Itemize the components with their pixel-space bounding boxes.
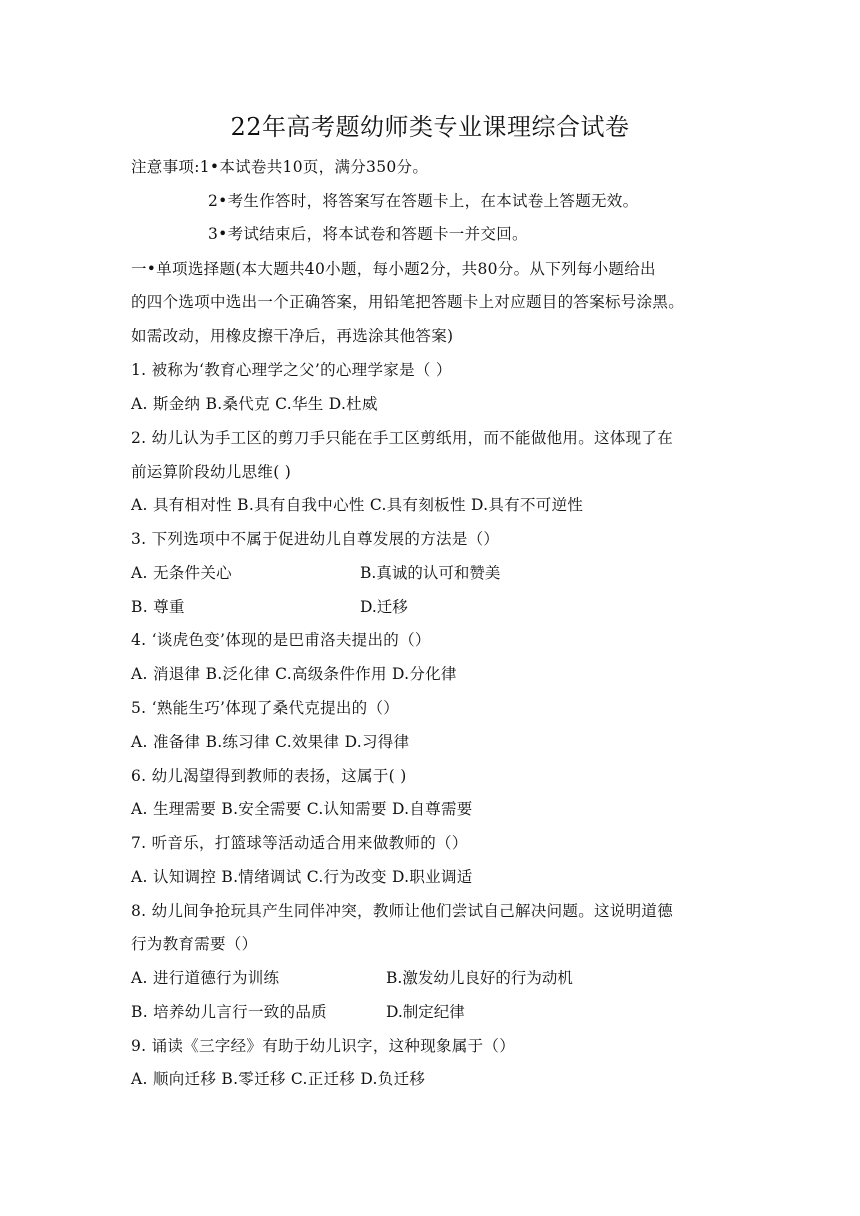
section-instruction-2: 的四个选项中选出一个正确答案，用铅笔把答题卡上对应题目的答案标号涂黑。 [131, 293, 685, 311]
question-3-option-c: B. 尊重 [131, 598, 185, 616]
question-7-stem: 7. 听音乐，打篮球等活动适合用来做教师的（） [131, 834, 468, 852]
question-4-options: A. 消退律 B.泛化律 C.高级条件作用 D.分化律 [131, 665, 457, 683]
question-9-options: A. 顺向迁移 B.零迁移 C.正迁移 D.负迁移 [131, 1070, 426, 1088]
question-8-stem-1: 8. 幼儿间争抢玩具产生同伴冲突，教师让他们尝试自己解决问题。这说明道德 [131, 902, 674, 920]
notice-line-3: 3•考试结束后，将本试卷和答题卡一并交回。 [208, 225, 528, 243]
question-5-stem: 5. ‘熟能生巧’体现了桑代克提出的（） [131, 699, 400, 717]
question-2-stem-2: 前运算阶段幼儿思维( ) [131, 463, 292, 481]
question-7-options: A. 认知调控 B.情绪调试 C.行为改变 D.职业调适 [131, 868, 473, 886]
notice-line-1: 注意事项:1•本试卷共10页，满分350分。 [131, 158, 429, 176]
question-9-stem: 9. 诵读《三字经》有助于幼儿识字，这种现象属于（） [131, 1037, 516, 1055]
question-8-option-b: B.激发幼儿良好的行为动机 [386, 969, 573, 987]
question-3-option-a: A. 无条件关心 [131, 564, 232, 582]
question-8-option-d: D.制定纪律 [386, 1003, 465, 1021]
question-5-options: A. 准备律 B.练习律 C.效果律 D.习得律 [131, 733, 410, 751]
question-8-option-c: B. 培养幼儿言行一致的品质 [131, 1003, 327, 1021]
question-3-option-d: D.迁移 [360, 598, 408, 616]
section-instruction-1: 一•单项选择题(本大题共40小题，每小题2分，共80分。从下列每小题给出 [131, 260, 656, 278]
section-instruction-3: 如需改动，用橡皮擦干净后，再选涂其他答案) [131, 327, 454, 345]
question-6-options: A. 生理需要 B.安全需要 C.认知需要 D.自尊需要 [131, 800, 473, 818]
notice-line-2: 2•考生作答时，将答案写在答题卡上，在本试卷上答题无效。 [208, 192, 639, 210]
question-8-option-a: A. 进行道德行为训练 [131, 969, 280, 987]
question-3-option-b: B.真诚的认可和赞美 [360, 564, 501, 582]
question-3-stem: 3. 下列选项中不属于促进幼儿自尊发展的方法是（） [131, 530, 500, 548]
question-2-stem-1: 2. 幼儿认为手工区的剪刀手只能在手工区剪纸用，而不能做他用。这体现了在 [131, 429, 674, 447]
question-4-stem: 4. ‘谈虎色变’体现的是巴甫洛夫提出的（） [131, 631, 431, 649]
question-8-stem-2: 行为教育需要（） [131, 935, 258, 953]
question-6-stem: 6. 幼儿渴望得到教师的表扬，这属于( ) [131, 767, 407, 785]
exam-title: 22年高考题幼师类专业课理综合试卷 [230, 113, 630, 141]
question-1-stem: 1. 被称为‘教育心理学之父’的心理学家是（ ） [131, 361, 452, 379]
question-1-options: A. 斯金纳 B.桑代克 C.华生 D.杜威 [131, 395, 378, 413]
question-2-options: A. 具有相对性 B.具有自我中心性 C.具有刻板性 D.具有不可逆性 [131, 496, 584, 514]
